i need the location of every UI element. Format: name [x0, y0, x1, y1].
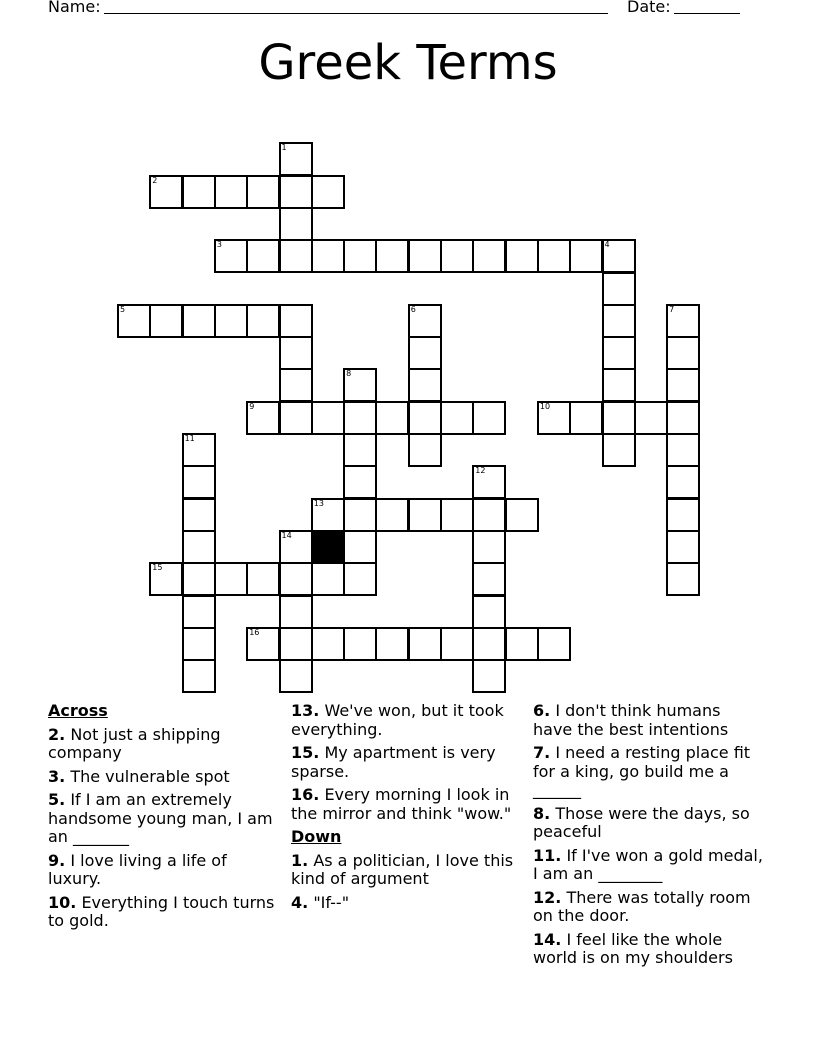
- grid-cell[interactable]: [537, 239, 571, 273]
- grid-cell[interactable]: [149, 175, 183, 209]
- grid-cell[interactable]: [311, 175, 345, 209]
- cell-number: 2: [152, 175, 158, 185]
- clue-number: 9.: [48, 850, 66, 870]
- clue-down-11: [533, 847, 763, 884]
- cell-number: 6: [410, 304, 416, 314]
- grid-cell[interactable]: [343, 239, 377, 273]
- grid-cell[interactable]: [343, 530, 377, 564]
- clue-across-10: [48, 894, 284, 931]
- clue-number: 16.: [291, 785, 320, 804]
- clue-text: "If--": [313, 892, 350, 912]
- grid-cell[interactable]: [602, 336, 636, 370]
- grid-cell[interactable]: [246, 562, 280, 596]
- grid-cell[interactable]: [343, 433, 377, 467]
- clue-text: As a politician, I love this kind of argument: [291, 850, 514, 888]
- grid-cell[interactable]: [182, 530, 216, 564]
- grid-cell[interactable]: [343, 401, 377, 435]
- cell-number: 13: [313, 498, 324, 508]
- black-square: [311, 530, 345, 564]
- grid-cell[interactable]: [343, 368, 377, 402]
- grid-cell[interactable]: [408, 304, 442, 338]
- cell-number: 5: [120, 304, 126, 314]
- grid-cell[interactable]: [472, 465, 506, 499]
- grid-cell[interactable]: [666, 498, 700, 532]
- clue-text: I feel like the whole world is on my shoulders: [533, 929, 733, 967]
- grid-cell[interactable]: [666, 465, 700, 499]
- grid-cell[interactable]: [408, 336, 442, 370]
- clue-number: 10.: [48, 892, 77, 912]
- grid-cell[interactable]: [246, 304, 280, 338]
- grid-cell[interactable]: [537, 401, 571, 435]
- cell-number: 8: [346, 369, 352, 379]
- grid-cell[interactable]: [472, 498, 506, 532]
- grid-cell[interactable]: [279, 530, 313, 564]
- clue-number: 4.: [291, 892, 309, 912]
- grid-cell[interactable]: [182, 465, 216, 499]
- grid-cell[interactable]: [505, 627, 539, 661]
- clue-down-1: [291, 852, 527, 889]
- cell-number: 9: [249, 401, 255, 411]
- clue-text: We've won, but it took everything.: [291, 701, 504, 739]
- clue-number: 3.: [48, 766, 66, 786]
- grid-cell[interactable]: [246, 627, 280, 661]
- grid-cell[interactable]: [602, 368, 636, 402]
- grid-cell[interactable]: [440, 498, 474, 532]
- clue-across-15: [291, 744, 527, 781]
- grid-cell[interactable]: [149, 562, 183, 596]
- down-heading: Down: [291, 827, 342, 846]
- clue-text: The vulnerable spot: [70, 766, 230, 786]
- clue-across-16: [291, 786, 527, 823]
- clue-text: Not just a shipping company: [48, 724, 221, 762]
- grid-cell[interactable]: [279, 627, 313, 661]
- grid-cell[interactable]: [375, 498, 409, 532]
- grid-cell[interactable]: [375, 627, 409, 661]
- clue-down-12: [533, 889, 763, 926]
- clue-across-9: [48, 852, 284, 889]
- clue-down-6: [533, 702, 763, 739]
- grid-cell[interactable]: [602, 304, 636, 338]
- grid-cell[interactable]: [472, 239, 506, 273]
- clue-across-2: [48, 726, 284, 763]
- grid-cell[interactable]: [279, 562, 313, 596]
- clue-down-7: [533, 744, 763, 800]
- date-label: Date:: [627, 0, 671, 16]
- grid-cell[interactable]: [666, 368, 700, 402]
- grid-cell[interactable]: [182, 595, 216, 629]
- clue-number: 6.: [533, 701, 551, 720]
- grid-cell[interactable]: [246, 175, 280, 209]
- clue-text: Those were the days, so peaceful: [533, 803, 750, 841]
- clue-number: 13.: [291, 701, 320, 720]
- grid-cell[interactable]: [343, 562, 377, 596]
- clue-text: If I am an extremely handsome young man, I am an _______: [48, 790, 273, 846]
- grid-cell[interactable]: [375, 239, 409, 273]
- grid-cell[interactable]: [182, 498, 216, 532]
- grid-cell[interactable]: [666, 336, 700, 370]
- clue-text: My apartment is very sparse.: [291, 743, 496, 781]
- clue-text: I don't think humans have the best intentions: [533, 701, 729, 739]
- clue-column-3: [533, 702, 763, 973]
- grid-cell[interactable]: [408, 433, 442, 467]
- name-blank[interactable]: [104, 13, 608, 14]
- clue-number: 5.: [48, 790, 66, 809]
- grid-cell[interactable]: [440, 627, 474, 661]
- grid-cell[interactable]: [408, 368, 442, 402]
- clue-across-3: [48, 768, 284, 787]
- cell-number: 3: [216, 240, 222, 250]
- grid-cell[interactable]: [182, 659, 216, 693]
- clue-number: 7.: [533, 743, 551, 762]
- grid-cell[interactable]: [472, 562, 506, 596]
- cell-number: 15: [152, 563, 163, 573]
- cell-number: 7: [669, 304, 675, 314]
- grid-cell[interactable]: [602, 433, 636, 467]
- cell-number: 14: [281, 530, 292, 540]
- grid-cell[interactable]: [279, 175, 313, 209]
- name-date-header: [0, 0, 816, 19]
- grid-cell[interactable]: [569, 239, 603, 273]
- grid-cell[interactable]: [311, 627, 345, 661]
- clue-down-4: [291, 894, 527, 913]
- grid-cell[interactable]: [117, 304, 151, 338]
- grid-cell[interactable]: [408, 401, 442, 435]
- clue-number: 1.: [291, 850, 309, 870]
- cell-number: 12: [475, 466, 486, 476]
- clue-text: Every morning I look in the mirror and think "wow.": [291, 785, 512, 823]
- across-heading: Across: [48, 701, 108, 720]
- clue-column-2: [291, 702, 527, 917]
- cell-number: 10: [539, 401, 551, 411]
- grid-cell[interactable]: [214, 239, 248, 273]
- grid-cell[interactable]: [440, 401, 474, 435]
- grid-cell[interactable]: [408, 239, 442, 273]
- grid-cell[interactable]: [311, 239, 345, 273]
- grid-cell[interactable]: [246, 401, 280, 435]
- clue-text: Everything I touch turns to gold.: [48, 892, 275, 930]
- clue-number: 11.: [533, 845, 562, 865]
- grid-cell[interactable]: [408, 627, 442, 661]
- clue-across-5: [48, 791, 284, 847]
- grid-cell[interactable]: [666, 433, 700, 467]
- grid-cell[interactable]: [634, 401, 668, 435]
- grid-cell[interactable]: [279, 401, 313, 435]
- clue-text: If I've won a gold medal, I am an ________: [533, 845, 763, 883]
- grid-cell[interactable]: [214, 304, 248, 338]
- grid-cell[interactable]: [602, 272, 636, 306]
- grid-cell[interactable]: [602, 401, 636, 435]
- grid-cell[interactable]: [182, 627, 216, 661]
- name-label: Name:: [48, 0, 101, 16]
- grid-cell[interactable]: [343, 498, 377, 532]
- grid-cell[interactable]: [279, 659, 313, 693]
- clue-number: 12.: [533, 887, 562, 907]
- grid-cell[interactable]: [214, 175, 248, 209]
- cell-number: 16: [249, 627, 260, 637]
- grid-cell[interactable]: [472, 627, 506, 661]
- clue-number: 2.: [48, 724, 66, 744]
- grid-cell[interactable]: [182, 562, 216, 596]
- clue-down-8: [533, 805, 763, 842]
- date-blank[interactable]: [674, 13, 740, 14]
- grid-cell[interactable]: [602, 239, 636, 273]
- grid-cell[interactable]: [666, 304, 700, 338]
- grid-cell[interactable]: [149, 304, 183, 338]
- grid-cell[interactable]: [472, 530, 506, 564]
- grid-cell[interactable]: [311, 498, 345, 532]
- clue-column-1: [48, 702, 284, 936]
- grid-cell[interactable]: [182, 433, 216, 467]
- clue-across-13: [291, 702, 527, 739]
- grid-cell[interactable]: [214, 562, 248, 596]
- grid-cell[interactable]: [569, 401, 603, 435]
- grid-cell[interactable]: [537, 627, 571, 661]
- grid-cell[interactable]: [375, 401, 409, 435]
- grid-cell[interactable]: [343, 465, 377, 499]
- grid-cell[interactable]: [666, 562, 700, 596]
- clue-text: There was totally room on the door.: [533, 887, 751, 925]
- clue-text: I need a resting place fit for a king, go build me a ______: [533, 743, 751, 799]
- grid-cell[interactable]: [279, 595, 313, 629]
- grid-cell[interactable]: [182, 304, 216, 338]
- clue-down-14: [533, 931, 763, 968]
- cell-number: 1: [281, 143, 287, 153]
- grid-cell[interactable]: [472, 595, 506, 629]
- grid-cell[interactable]: [408, 498, 442, 532]
- grid-cell[interactable]: [666, 401, 700, 435]
- clue-number: 8.: [533, 803, 551, 823]
- cell-number: 11: [184, 434, 195, 443]
- clue-number: 15.: [291, 743, 320, 762]
- grid-cell[interactable]: [343, 627, 377, 661]
- grid-cell[interactable]: [246, 239, 280, 273]
- clue-text: I love living a life of luxury.: [48, 850, 227, 888]
- grid-cell[interactable]: [311, 562, 345, 596]
- grid-cell[interactable]: [472, 659, 506, 693]
- grid-cell[interactable]: [505, 498, 539, 532]
- grid-cell[interactable]: [279, 239, 313, 273]
- grid-cell[interactable]: [279, 336, 313, 370]
- grid-cell[interactable]: [666, 530, 700, 564]
- page-title: Greek Terms: [258, 35, 558, 91]
- grid-cell[interactable]: [440, 239, 474, 273]
- grid-cell[interactable]: [279, 142, 313, 176]
- grid-cell[interactable]: [279, 368, 313, 402]
- grid-cell[interactable]: [279, 304, 313, 338]
- grid-cell[interactable]: [505, 239, 539, 273]
- grid-cell[interactable]: [472, 401, 506, 435]
- grid-cell[interactable]: [279, 207, 313, 241]
- clue-number: 14.: [533, 929, 562, 949]
- cell-number: 4: [604, 240, 610, 250]
- grid-cell[interactable]: [311, 401, 345, 435]
- grid-cell[interactable]: [182, 175, 216, 209]
